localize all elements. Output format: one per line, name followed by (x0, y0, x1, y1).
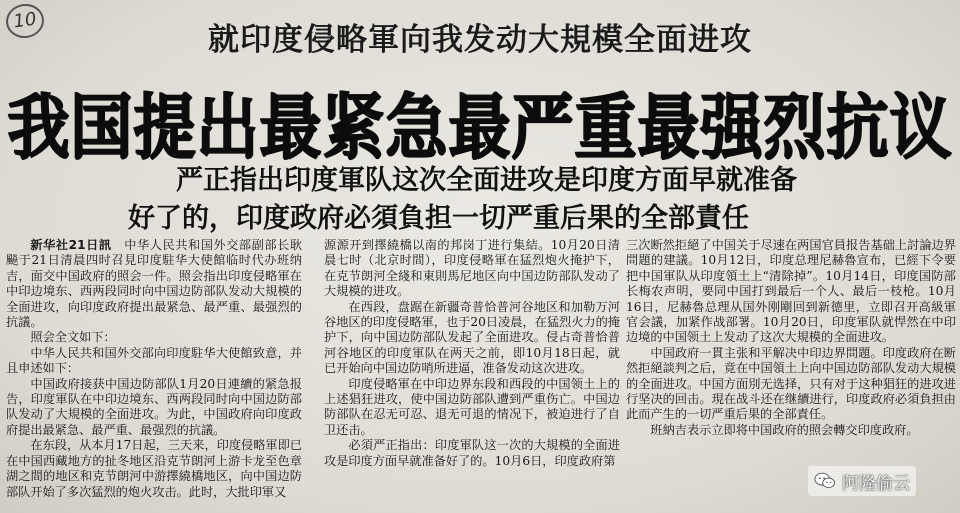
subheadline-line-1: 严正指出印度軍队这次全面进攻是印度方面早就准备 (176, 165, 797, 196)
article-column-3 (626, 238, 956, 438)
article-paragraph: 必須严正指出：印度軍队这一次的大規模的全面进攻是印度方面早就准备好了的。10月6日，印度政府第 (324, 438, 620, 468)
main-headline: 我国提出最紧急最严重最强烈抗议 (7, 84, 953, 169)
dateline: 新华社21日訊 (30, 238, 112, 252)
article-paragraph: 三次断然拒絕了中国关于尽速在两国官員报告基础上討論边界問題的建議。10月12日，印度总理尼赫魯宣布，已經下令要把中国軍队从印度領土上“清除掉”。10月14日，印度国防部长梅农声明，要同中国打到最后一个人、最后一枝枪。10月16日，尼赫魯总理从国外刚剛回到新德里，立即召开高級軍官会議，加紧作战部署。10月20日，印度軍队就悍然在中印边境的中国领土上发动了这次大規模的全面进攻。 (626, 238, 956, 345)
article-paragraph: 在西段，盘踞在新疆奇普恰普河谷地区和加勒万河谷地区的印度侵略軍，也于20日凌晨，在猛烈火力的掩护下，向中国边防部队发起了全面进攻。侵占奇普恰普河谷地区的印度軍队在两天之前，即10月18日起，就已开始向中国边防哨所进逼，准备发动这次进攻。 (324, 299, 620, 376)
article-column-2 (324, 238, 620, 469)
article-paragraph: 中国政府一貫主张和平解决中印边界問題。印度政府在断然拒絕談判之后，竟在中国領土上向中国边防部队发动大規模的全面进攻。中国方面別无选择，只有对于这种猖狂的进攻进行坚决的回击。現在战斗还在继續进行，印度政府必須負担由此而产生的一切严重后果的全部責任。 (626, 345, 956, 422)
article-paragraph: 在东段，从本月17日起，三天来，印度侵略軍即已在中国西藏地方的扯冬地区沿克节朗河上游卡龙至色章湖之間的地区和克节朗河中游擇繞橋地区，向中国边防部队开始了多次猛烈的炮火攻击。此时，大批印軍又 (6, 438, 302, 499)
wechat-icon (814, 470, 836, 492)
article-paragraph: 照会全文如下： (30, 330, 116, 345)
page-number: 10 (4, 2, 46, 41)
article-column-1 (6, 238, 302, 500)
watermark-text: 阿隆偷云 (842, 473, 910, 494)
article-paragraph: 新华社21日訊 中华人民共和国外交部副部长耿飈于21日清晨四时召見印度駐华大使館临时代办班纳吉，面交中国政府的照会一件。照会指出印度侵略軍在中印边境东、西两段同时向中国边防部队发动大規模的全面进攻，向印度政府提出最紧急、最严重、最强烈的抗議。 (6, 238, 303, 330)
article-paragraph: 源源开到擇繞橋以南的邦岗丁进行集結。10月20日清晨七时（北京时間），印度侵略軍在猛烈炮火掩护下，在克节朗河全綫和東則馬尼地区向中国边防部队发动了大規模的进攻。 (324, 238, 620, 299)
article-paragraph: 中国政府接获中国边防部队1月20日連續的紧急报告，印度軍队在中印边境东、西两段同时向中国边防部队发动了大規模的全面进攻。为此，中国政府向印度政府提出最紧急、最严重、最强烈的抗議。 (6, 376, 302, 437)
watermark (808, 466, 916, 496)
article-paragraph: 班納吉表示立即将中国政府的照会轉交印度政府。 (650, 422, 919, 437)
kicker-headline: 就印度侵略軍向我发动大規模全面进攻 (208, 22, 752, 58)
article-paragraph: 印度侵略軍在中印边界东段和西段的中国领土上的上述猖狂进攻，使中国边防部队遭到严重伤亡。中国边防部队在忍无可忍、退无可退的情况下，被迫进行了自卫还击。 (324, 376, 620, 437)
article-paragraph: 中华人民共和国外交部向印度駐华大使館致意，并且申述如下： (6, 345, 302, 376)
subheadline-line-2: 好了的，印度政府必須負担一切严重后果的全部責任 (128, 203, 749, 234)
